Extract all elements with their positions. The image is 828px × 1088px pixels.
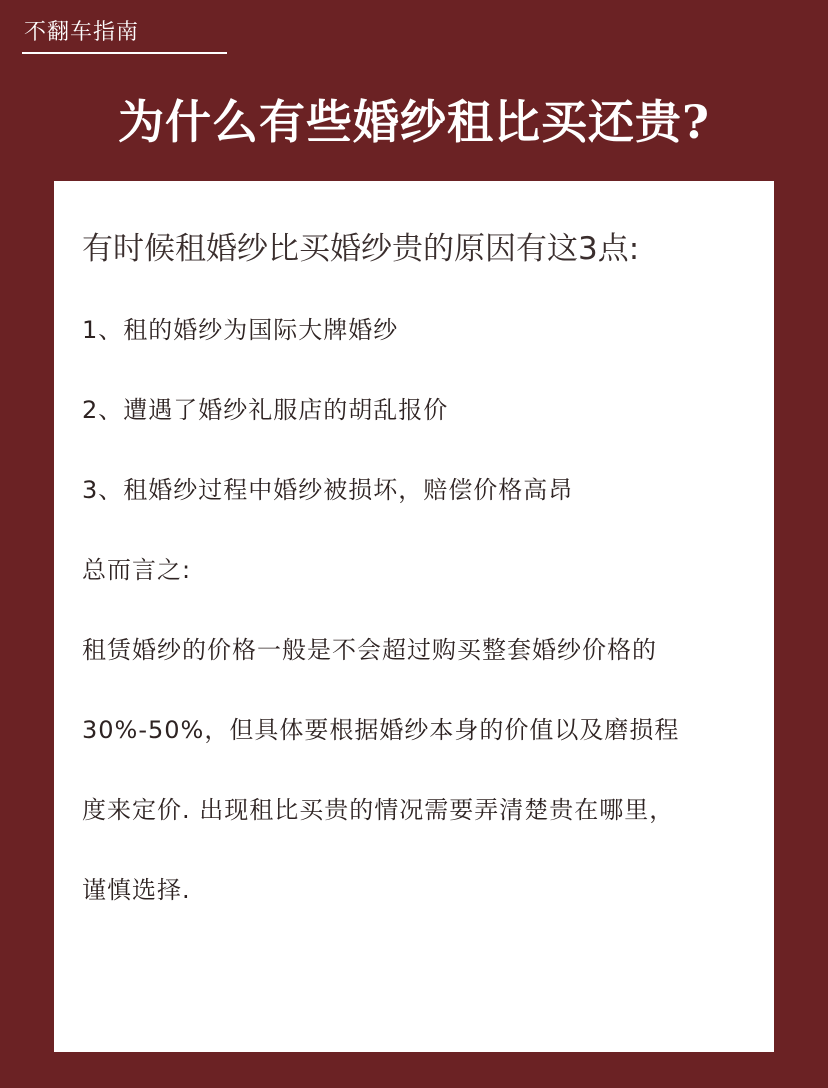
summary-label: 总而言之:: [82, 556, 192, 584]
page-title: 为什么有些婚纱租比买还贵?: [118, 95, 710, 149]
brand-label: 不翻车指南: [24, 20, 140, 45]
point-item: 2、遭遇了婚纱礼服店的胡乱报价: [82, 396, 449, 424]
lead-text: 有时候租婚纱比买婚纱贵的原因有这3点:: [82, 231, 640, 267]
brand-underline: [22, 52, 227, 54]
summary-line: 30%-50%，但具体要根据婚纱本身的价值以及磨损程: [82, 716, 680, 744]
summary-line: 度来定价. 出现租比买贵的情况需要弄清楚贵在哪里，: [82, 796, 675, 824]
content-card: [54, 181, 774, 1052]
point-item: 3、租婚纱过程中婚纱被损坏，赔偿价格高昂: [82, 476, 574, 504]
point-item: 1、租的婚纱为国际大牌婚纱: [82, 316, 399, 344]
summary-line: 谨慎选择.: [82, 876, 191, 904]
summary-line: 租赁婚纱的价格一般是不会超过购买整套婚纱价格的: [82, 636, 657, 664]
